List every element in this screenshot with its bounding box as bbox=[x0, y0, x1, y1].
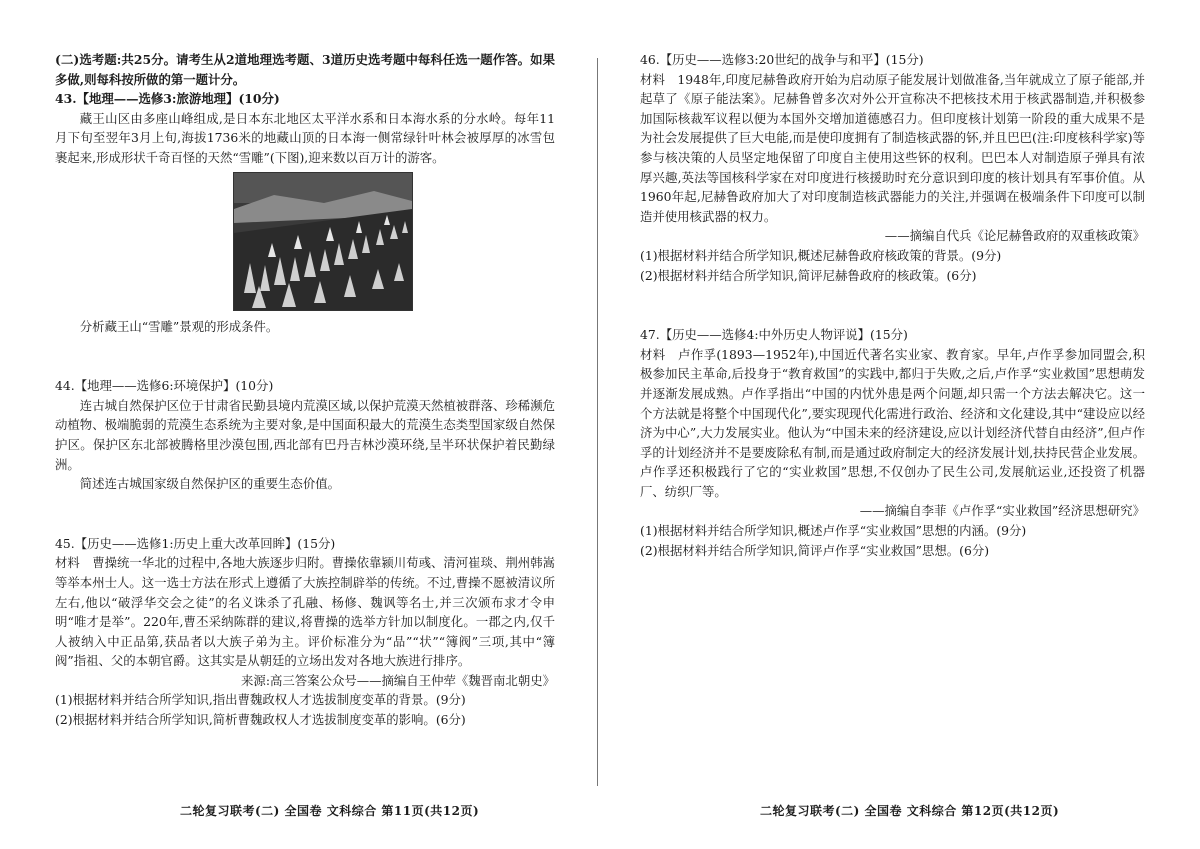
q47-source: ——摘编自李菲《卢作孚“实业救国”经济思想研究》 bbox=[859, 503, 1145, 519]
q46-question-2: (2)根据材料并结合所学知识,简评尼赫鲁政府的核政策。(6分) bbox=[640, 267, 977, 283]
q46-material: 材料 1948年,印度尼赫鲁政府开始为启动原子能发展计划做准备,当年就成立了原子能部,并起草了《原子能法案》。尼赫鲁曾多次对外公开宣称决不把核技术用于核武器制造,并积极参加国际核裁军议程以便为本国外交增加道德感召力。但印度核计划第一阶段的重大成果不是为社会发展提供了巨大电能,而是使印度拥有了制造核武器的钚,并且巴巴(注:印度核科学家)等参与核决策的人员坚定地保留了印度自主使用这些钚的权利。巴巴本人对制造原子弹具有浓厚兴趣,英法等国核科学家在对印度进行核援助时充分意识到印度的核计划具有军事价值。从1960年起,尼赫鲁政府加大了对印度制造核武器能力的关注,并强调在极端条件下印度可以制造并使用核武器的权力。 bbox=[640, 71, 1145, 224]
snow-monster-photo bbox=[233, 172, 413, 311]
q45-title: 45.【历史——选修1:历史上重大改革回眸】(15分) bbox=[55, 535, 336, 551]
q43-body: 藏王山区由多座山峰组成,是日本东北地区太平洋水系和日本海水系的分水岭。每年11月下旬至翌年3月上旬,海拔1736米的地藏山顶的日本海一侧常绿针叶林会被厚厚的冰雪包裹起来,形成形状千奇百怪的天然“雪雕”(下图),迎来数以百万计的游客。 bbox=[55, 110, 555, 165]
q45-material: 材料 曹操统一华北的过程中,各地大族逐步归附。曹操依靠颍川荀彧、清河崔琰、荆州韩嵩等举本州士人。这一选士方法在形式上遵循了大族控制辟举的传统。不过,曹操不愿被清议所左右,他以“破浮华交会之徒”的名义诛杀了孔融、杨修、魏讽等名士,并三次颁布求才令申明“唯才是举”。220年,曹丕采纳陈群的建议,将曹操的选举方针加以制度化。一郡之内,仅千人被纳入中正品第,获品者以大族子弟为主。评价标准分为“品”“状”“簿阀”三项,其中“簿阀”指祖、父的本朝官爵。这其实是从朝廷的立场出发对各地大族进行排序。 bbox=[55, 555, 555, 669]
q46-source: ——摘编自代兵《论尼赫鲁政府的双重核政策》 bbox=[884, 228, 1145, 244]
q45-question-1: (1)根据材料并结合所学知识,指出曹魏政权人才选拔制度变革的背景。(9分) bbox=[55, 692, 466, 708]
q45-source: 来源:高三答案公众号——摘编自王仲荦《魏晋南北朝史》 bbox=[241, 672, 555, 688]
q45-question-2: (2)根据材料并结合所学知识,简析曹魏政权人才选拔制度变革的影响。(6分) bbox=[55, 712, 466, 728]
q46-title: 46.【历史——选修3:20世纪的战争与和平】(15分) bbox=[640, 52, 924, 67]
q47-title: 47.【历史——选修4:中外历史人物评说】(15分) bbox=[640, 327, 908, 343]
footer-page-12: 二轮复习联考(二) 全国卷 文科综合 第12页(共12页) bbox=[760, 804, 1060, 818]
q47-question-2: (2)根据材料并结合所学知识,简评卢作孚“实业救国”思想。(6分) bbox=[640, 542, 990, 558]
q43-title: 43.【地理——选修3:旅游地理】(10分) bbox=[55, 91, 280, 107]
elective-instructions: (二)选考题:共25分。请考生从2道地理选考题、3道历史选考题中每科任选一题作答。如果多做,则每科按所做的第一题计分。 bbox=[55, 52, 555, 87]
q44-body: 连古城自然保护区位于甘肃省民勤县境内荒漠区域,以保护荒漠天然植被群落、珍稀濒危动植物、极端脆弱的荒漠生态系统为主要对象,是中国面积最大的荒漠生态类型国家级自然保护区。保护区东北部被腾格里沙漠包围,西北部有巴丹吉林沙漠环绕,呈半环状保护着民勤绿洲。 bbox=[55, 397, 555, 472]
snow-monster-image bbox=[234, 173, 412, 310]
footer-page-11: 二轮复习联考(二) 全国卷 文科综合 第11页(共12页) bbox=[180, 804, 480, 818]
q44-task: 简述连古城国家级自然保护区的重要生态价值。 bbox=[79, 476, 340, 492]
q44-title: 44.【地理——选修6:环境保护】(10分) bbox=[55, 378, 274, 394]
q46-question-1: (1)根据材料并结合所学知识,概述尼赫鲁政府核政策的背景。(9分) bbox=[640, 247, 1002, 263]
q47-material: 材料 卢作孚(1893—1952年),中国近代著名实业家、教育家。早年,卢作孚参加同盟会,积极参加民主革命,后投身于“教育救国”的实践中,都归于失败,之后,卢作孚“实业救国”思想萌发并逐渐发展成熟。卢作孚指出“中国的内忧外患是两个问题,却只需一个方法去解决它。这一个方法就是将整个中国现代化”,要实现现代化需进行政治、经济和文化建设,其中“建设应以经济为中心”,大力发展实业。他认为“中国未来的经济建设,应以计划经济代替自由经济”,但卢作孚的计划经济并不是要废除私有制,而是通过政府制定大的经济发展计划,扶持民营企业发展。卢作孚还积极践行了它的“实业救国”思想,不仅创办了民生公司,发展航运业,还投资了机器厂、纺织厂等。 bbox=[640, 346, 1145, 499]
page-divider bbox=[597, 58, 598, 786]
right-page bbox=[640, 50, 1145, 560]
q43-task: 分析藏王山“雪雕”景观的形成条件。 bbox=[79, 318, 279, 334]
q47-question-1: (1)根据材料并结合所学知识,概述卢作孚“实业救国”思想的内涵。(9分) bbox=[640, 523, 1027, 539]
left-page bbox=[55, 50, 555, 730]
